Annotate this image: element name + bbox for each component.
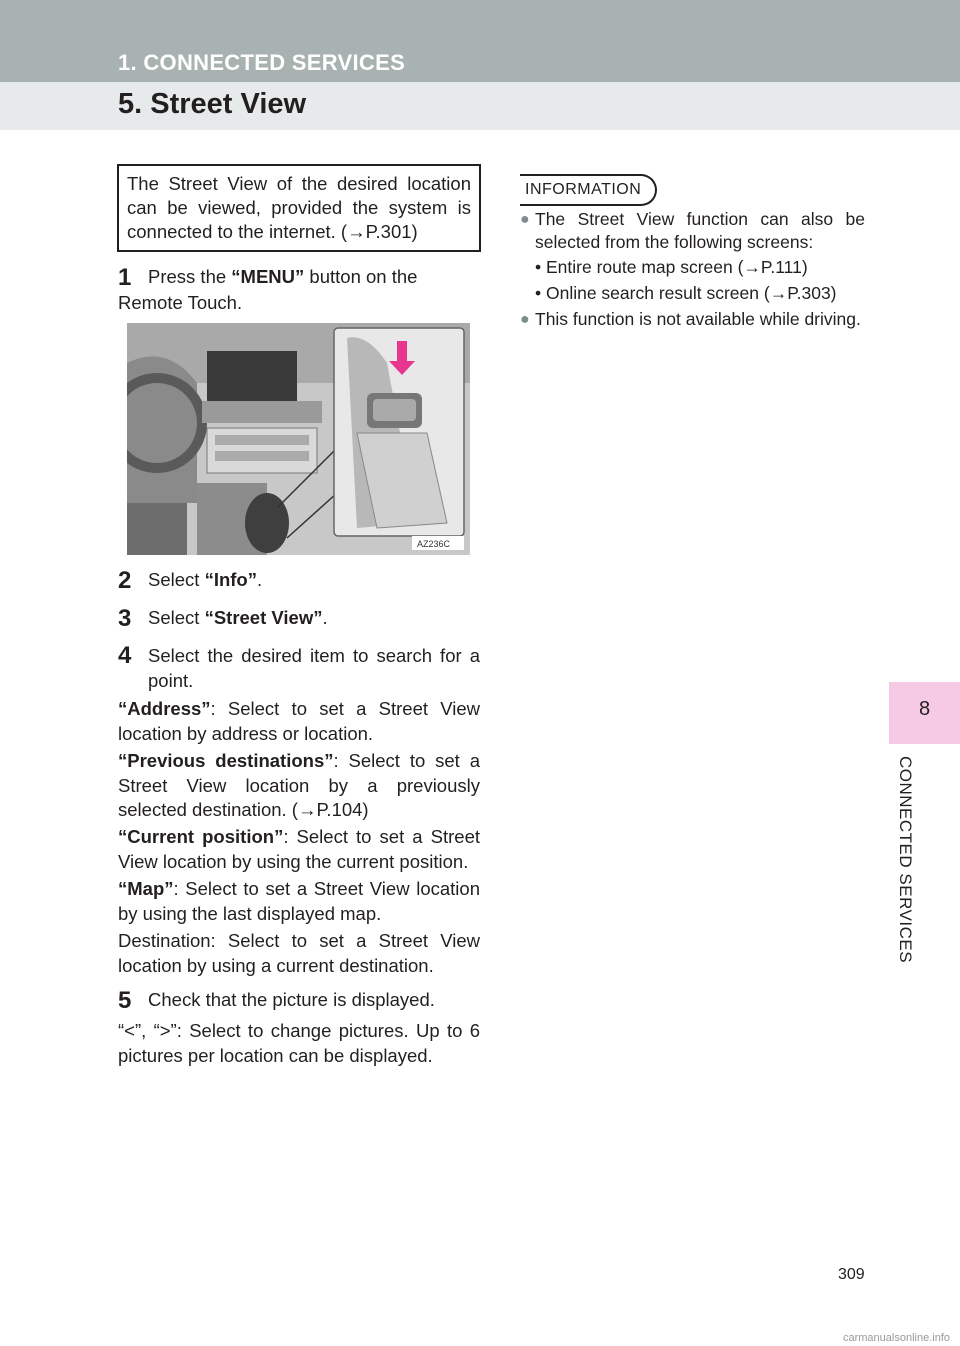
info-sub-1: • Entire route map screen (→P.111)	[535, 257, 808, 277]
chapter-tab	[889, 682, 960, 744]
step-3: 3 Select “Street View”.	[118, 605, 328, 632]
street-view-label: “Street View”	[204, 607, 323, 628]
step-2: 2 Select “Info”.	[118, 567, 263, 594]
figure-code: AZ236C	[417, 539, 451, 549]
step-number: 5	[118, 987, 132, 1014]
step-number: 3	[118, 605, 132, 632]
bullet-icon: ●	[520, 311, 530, 328]
chapter-number: 8	[918, 698, 931, 720]
page-title: 5. Street View	[118, 88, 307, 120]
step-5: 5 Check that the picture is displayed.	[118, 987, 435, 1014]
section-title: 1. CONNECTED SERVICES	[118, 50, 406, 75]
info-item-2: ● This function is not available while driving.	[520, 309, 861, 329]
chapter-label: CONNECTED SERVICES	[896, 756, 915, 964]
step-number: 2	[118, 567, 132, 594]
step-number: 1	[118, 264, 132, 291]
step-number: 4	[118, 642, 132, 669]
intro-box: The Street View of the desired location can be viewed, provided the system is connected to the internet. (→P.301)	[117, 164, 481, 252]
option-map: “Map”: Select to set a Street View location by using the last displayed map.	[118, 878, 480, 924]
section-header	[0, 0, 960, 82]
option-address: “Address”: Select to set a Street View location by address or location.	[118, 698, 480, 744]
console-illustration	[127, 323, 470, 555]
step-4: 4 Select the desired item to search for a point.	[118, 644, 480, 693]
title-band	[0, 82, 960, 130]
footer-watermark: carmanualsonline.info	[842, 1332, 950, 1344]
page-number: 309	[838, 1266, 865, 1283]
option-destination: Destination: Select to set a Street View location by using a current destination.	[118, 930, 480, 976]
option-previous-destinations: “Previous destinations”: Select to set a Street View location by a previously selected destination. (→P.104)	[118, 750, 481, 820]
menu-label: “MENU”	[231, 266, 305, 287]
information-heading: INFORMATION	[520, 174, 657, 206]
bullet-icon: ●	[520, 211, 530, 228]
option-current-position: “Current position”: Select to set a Street View location by using the current position.	[118, 826, 480, 872]
arrows-note: “<”, “>”: Select to change pictures. Up to 6 pictures per location can be displayed.	[118, 1020, 480, 1066]
info-sub-2: • Online search result screen (→P.303)	[535, 283, 837, 303]
info-item-1: ● The Street View function can also be selected from the following screens:	[520, 209, 865, 252]
step-1: 1 Press the “MENU” button on the Remote Touch.	[118, 264, 418, 313]
console-figure	[127, 323, 470, 555]
info-label: “Info”	[204, 569, 257, 590]
